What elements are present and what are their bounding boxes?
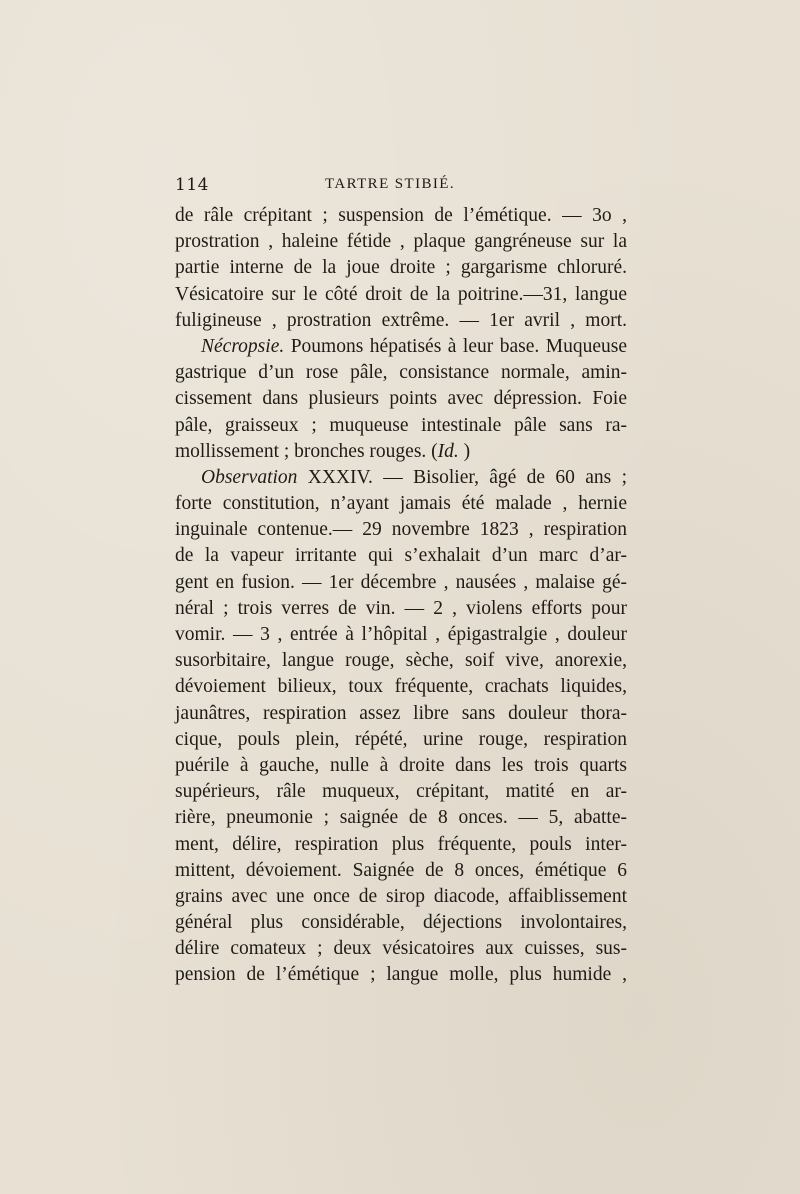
text-segment: pâle, graisseux ; muqueuse intestinale pâle sans ra- [175, 414, 627, 436]
text-line [175, 360, 627, 386]
text-line [175, 439, 627, 465]
text-segment: ) [458, 440, 471, 462]
text-segment: puérile à gauche, nulle à droite dans les trois quarts [175, 754, 627, 776]
text-segment: jaunâtres, respiration assez libre sans douleur thora- [175, 702, 627, 724]
text-segment: XXXIV. — Bisolier, âgé de 60 ans ; [297, 466, 627, 488]
text-line [175, 674, 627, 700]
text-line [175, 334, 627, 360]
text-line [175, 413, 627, 439]
text-line [175, 517, 627, 543]
text-segment: Poumons hépatisés à leur base. Muqueuse [284, 335, 627, 357]
text-line [175, 884, 627, 910]
text-segment: prostration , haleine fétide , plaque gangréneuse sur la [175, 231, 627, 253]
text-segment: gastrique d’un rose pâle, consistance normale, amin- [175, 362, 627, 384]
text-line [175, 910, 627, 936]
text-line [175, 727, 627, 753]
text-line [175, 753, 627, 779]
text-line [175, 832, 627, 858]
text-segment: dévoiement bilieux, toux fréquente, crachats liquides, [175, 676, 627, 698]
body-text [175, 203, 627, 989]
text-segment: Vésicatoire sur le côté droit de la poitrine.—31, langue [175, 283, 627, 305]
text-line [175, 203, 627, 229]
text-segment: forte constitution, n’ayant jamais été malade , hernie [175, 493, 627, 515]
text-segment: ment, délire, respiration plus fréquente, pouls inter- [175, 833, 627, 855]
text-segment: susorbitaire, langue rouge, sèche, soif vive, anorexie, [175, 650, 627, 672]
text-segment: néral ; trois verres de vin. — 2 , violens efforts pour [175, 597, 627, 619]
text-line [175, 282, 627, 308]
text-segment: de râle crépitant ; suspension de l’émétique. — 3o , [175, 205, 627, 226]
text-line [175, 805, 627, 831]
text-segment: vomir. — 3 , entrée à l’hôpital , épigastralgie , douleur [175, 624, 627, 645]
italic-text: Nécropsie. [201, 335, 285, 357]
text-segment: cissement dans plusieurs points avec dépression. Foie [175, 388, 627, 410]
text-line [175, 386, 627, 412]
text-segment: délire comateux ; deux vésicatoires aux cuisses, sus- [175, 938, 627, 960]
text-line [175, 622, 627, 648]
text-segment: mittent, dévoiement. Saignée de 8 onces, émétique 6 [175, 859, 627, 881]
running-title: TARTRE STIBIÉ. [325, 176, 455, 192]
text-line [175, 648, 627, 674]
text-line [175, 570, 627, 596]
text-segment: mollissement ; bronches rouges. ( [175, 440, 438, 462]
text-line [175, 255, 627, 281]
text-line [175, 596, 627, 622]
text-segment: grains avec une once de sirop diacode, affaiblissement [175, 885, 627, 907]
italic-text: Id. [437, 440, 459, 462]
page-number: 114 [175, 175, 209, 195]
text-segment: rière, pneumonie ; saignée de 8 onces. — 5, abatte- [175, 807, 627, 829]
text-segment: cique, pouls plein, répété, urine rouge, respiration [175, 728, 627, 750]
text-segment: de la vapeur irritante qui s’exhalait d’un marc d’ar- [175, 545, 627, 567]
text-line [175, 229, 627, 255]
text-line [175, 308, 627, 334]
text-segment: général plus considérable, déjections involontaires, [175, 912, 627, 934]
text-line [175, 858, 627, 884]
text-segment: pension de l’émétique ; langue molle, plus humide , [175, 964, 627, 986]
running-head [175, 175, 627, 197]
text-segment: supérieurs, râle muqueux, crépitant, matité en ar- [175, 781, 627, 803]
text-line [175, 491, 627, 517]
text-segment: partie interne de la joue droite ; gargarisme chloruré. [175, 257, 627, 279]
text-line [175, 779, 627, 805]
text-segment: inguinale contenue.— 29 novembre 1823 , respiration [175, 519, 627, 541]
text-line [175, 962, 627, 988]
text-line [175, 936, 627, 962]
text-line [175, 543, 627, 569]
text-line [175, 465, 627, 491]
text-segment: fuligineuse , prostration extrême. — 1er avril , mort. [175, 309, 627, 331]
italic-text: Observation [201, 466, 298, 488]
text-line [175, 701, 627, 727]
text-segment: gent en fusion. — 1er décembre , nausées , malaise gé- [175, 571, 627, 593]
